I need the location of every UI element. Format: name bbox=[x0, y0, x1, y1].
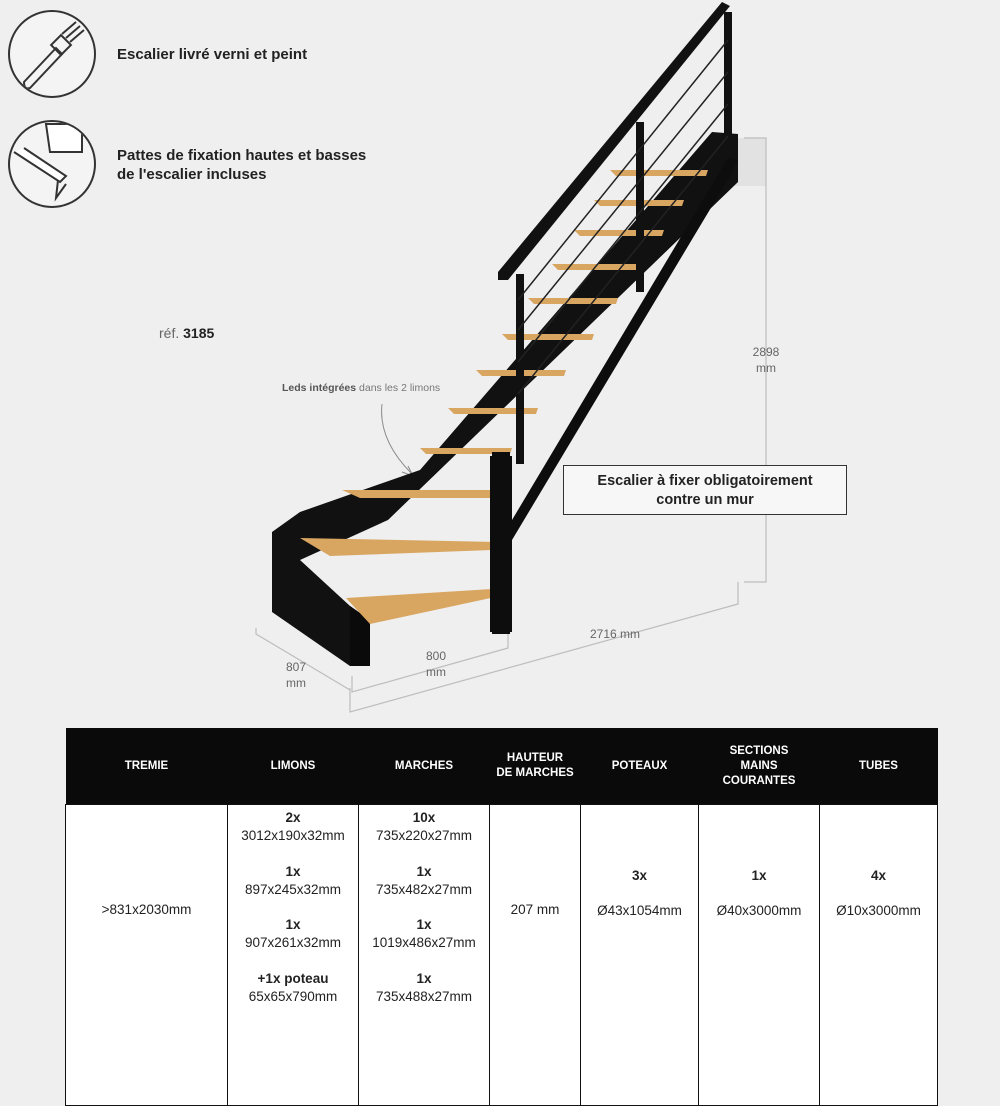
marche-item: 1x 735x488x27mm bbox=[375, 970, 473, 1004]
cell-tubes: 4x Ø10x3000mm bbox=[820, 805, 938, 1106]
cell-limons bbox=[228, 805, 359, 1106]
tread bbox=[346, 588, 508, 624]
limon-item: 2x 3012x190x32mm bbox=[241, 810, 345, 843]
leds-note: Leds intégrées dans les 2 limons bbox=[282, 382, 441, 394]
front-stringer bbox=[490, 158, 738, 632]
limon-item: 1x 897x245x32mm bbox=[244, 863, 342, 897]
product-reference: réf. 3185 bbox=[159, 325, 215, 341]
width-dimension: 800 mm bbox=[425, 649, 447, 679]
limon-item: 1x 907x261x32mm bbox=[244, 917, 342, 950]
baluster-post bbox=[516, 274, 524, 464]
cell-tremie: >831x2030mm bbox=[66, 805, 228, 1106]
feature-text-varnish: Escalier livré verni et peint bbox=[117, 46, 308, 63]
marche-item: 1x 1019x486x27mm bbox=[372, 917, 476, 950]
header-sections: SECTIONS MAINS COURANTES bbox=[699, 728, 820, 805]
baluster-post bbox=[636, 122, 644, 292]
cell-poteaux: 3x Ø43x1054mm bbox=[581, 805, 699, 1106]
height-dimension: 2898 mm bbox=[752, 345, 780, 375]
tread bbox=[342, 490, 494, 498]
cell-sections: 1x Ø40x3000mm bbox=[699, 805, 820, 1106]
table-header-row bbox=[66, 728, 938, 805]
table-row bbox=[66, 805, 938, 1106]
tread bbox=[448, 408, 538, 414]
cell-marches bbox=[359, 805, 490, 1106]
length-dimension: 2716 mm bbox=[589, 627, 641, 641]
header-hauteur: HAUTEUR DE MARCHES bbox=[490, 728, 581, 805]
tread bbox=[300, 538, 498, 556]
baluster-post bbox=[724, 12, 732, 144]
depth-dimension: 807 mm bbox=[285, 660, 307, 690]
header-poteaux: POTEAUX bbox=[581, 728, 699, 805]
header-limons: LIMONS bbox=[228, 728, 359, 805]
cell-hauteur: 207 mm bbox=[490, 805, 581, 1106]
specs-table bbox=[65, 728, 938, 1106]
newel-post bbox=[492, 452, 510, 634]
header-marches: MARCHES bbox=[359, 728, 490, 805]
limon-item: +1x poteau 65x65x790mm bbox=[248, 970, 338, 1004]
marche-item: 10x 735x220x27mm bbox=[375, 810, 473, 843]
header-tremie: TREMIE bbox=[66, 728, 228, 805]
tread bbox=[502, 334, 594, 340]
tread bbox=[610, 170, 708, 176]
marche-item: 1x 735x482x27mm bbox=[375, 863, 473, 897]
wall-mounting-note: Escalier à fixer obligatoirement contre un mur bbox=[563, 465, 847, 515]
handrail bbox=[498, 2, 730, 280]
feature-text-brackets: Pattes de fixation hautes et basses de l'escalier incluses bbox=[117, 147, 367, 183]
header-tubes: TUBES bbox=[820, 728, 938, 805]
